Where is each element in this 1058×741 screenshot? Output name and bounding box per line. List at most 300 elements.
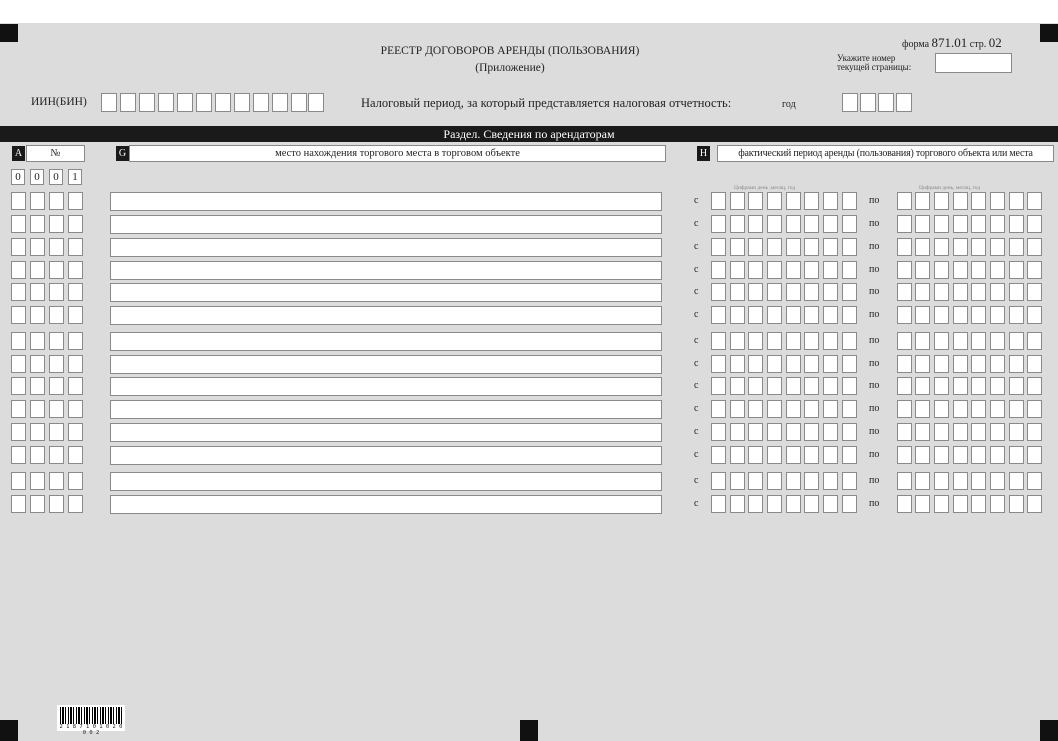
period-from-digit-cell[interactable]: [767, 400, 782, 418]
period-from-digit-cell[interactable]: [730, 238, 745, 256]
period-to-digit-cell[interactable]: [934, 192, 949, 210]
period-from-digit-cell[interactable]: [711, 472, 726, 490]
period-to-digit-cell[interactable]: [1009, 472, 1024, 490]
period-to-digit-cell[interactable]: [971, 495, 986, 513]
row-number-cell[interactable]: [11, 472, 26, 490]
iin-digit-cell[interactable]: [177, 93, 193, 112]
period-to-digit-cell[interactable]: [990, 192, 1005, 210]
period-to-digit-cell[interactable]: [971, 355, 986, 373]
period-from-digit-cell[interactable]: [748, 400, 763, 418]
period-from-digit-cell[interactable]: [786, 283, 801, 301]
period-to-digit-cell[interactable]: [990, 283, 1005, 301]
period-to-digit-cell[interactable]: [934, 355, 949, 373]
period-to-digit-cell[interactable]: [953, 423, 968, 441]
period-to-digit-cell[interactable]: [915, 472, 930, 490]
period-to-digit-cell[interactable]: [915, 423, 930, 441]
row-number-digit[interactable]: 0: [11, 169, 25, 185]
period-to-digit-cell[interactable]: [1027, 306, 1042, 324]
row-number-cell[interactable]: [30, 377, 45, 395]
period-from-digit-cell[interactable]: [730, 215, 745, 233]
row-number-cell[interactable]: [49, 400, 64, 418]
period-from-digit-cell[interactable]: [730, 192, 745, 210]
iin-digit-cell[interactable]: [196, 93, 212, 112]
period-to-digit-cell[interactable]: [953, 306, 968, 324]
row-number-cell[interactable]: [11, 283, 26, 301]
period-from-digit-cell[interactable]: [748, 472, 763, 490]
year-digit-cell[interactable]: [878, 93, 894, 112]
period-to-digit-cell[interactable]: [971, 238, 986, 256]
period-from-digit-cell[interactable]: [711, 423, 726, 441]
period-from-digit-cell[interactable]: [711, 306, 726, 324]
row-number-cell[interactable]: [49, 192, 64, 210]
period-to-digit-cell[interactable]: [1027, 495, 1042, 513]
period-from-digit-cell[interactable]: [823, 238, 838, 256]
period-from-digit-cell[interactable]: [767, 306, 782, 324]
period-from-digit-cell[interactable]: [823, 472, 838, 490]
period-from-digit-cell[interactable]: [804, 377, 819, 395]
row-number-cell[interactable]: [30, 306, 45, 324]
period-from-digit-cell[interactable]: [804, 400, 819, 418]
row-number-cell[interactable]: [68, 446, 83, 464]
row-number-cell[interactable]: [30, 423, 45, 441]
period-to-digit-cell[interactable]: [934, 377, 949, 395]
row-number-cell[interactable]: [11, 192, 26, 210]
period-from-digit-cell[interactable]: [767, 192, 782, 210]
period-from-digit-cell[interactable]: [730, 261, 745, 279]
period-from-digit-cell[interactable]: [748, 261, 763, 279]
period-to-digit-cell[interactable]: [934, 332, 949, 350]
period-from-digit-cell[interactable]: [730, 446, 745, 464]
row-number-cell[interactable]: [68, 472, 83, 490]
period-from-digit-cell[interactable]: [823, 283, 838, 301]
period-to-digit-cell[interactable]: [897, 377, 912, 395]
period-from-digit-cell[interactable]: [711, 446, 726, 464]
row-number-cell[interactable]: [49, 283, 64, 301]
period-to-digit-cell[interactable]: [915, 446, 930, 464]
location-input[interactable]: [110, 261, 662, 280]
row-number-cell[interactable]: [11, 261, 26, 279]
period-from-digit-cell[interactable]: [823, 261, 838, 279]
period-from-digit-cell[interactable]: [711, 355, 726, 373]
period-from-digit-cell[interactable]: [842, 192, 857, 210]
location-input[interactable]: [110, 495, 662, 514]
period-to-digit-cell[interactable]: [990, 355, 1005, 373]
period-from-digit-cell[interactable]: [786, 355, 801, 373]
period-to-digit-cell[interactable]: [971, 400, 986, 418]
iin-digit-cell[interactable]: [215, 93, 231, 112]
row-number-cell[interactable]: [49, 355, 64, 373]
period-from-digit-cell[interactable]: [730, 377, 745, 395]
period-from-digit-cell[interactable]: [786, 377, 801, 395]
period-from-digit-cell[interactable]: [786, 332, 801, 350]
row-number-cell[interactable]: [68, 261, 83, 279]
row-number-cell[interactable]: [68, 377, 83, 395]
period-to-digit-cell[interactable]: [915, 215, 930, 233]
period-to-digit-cell[interactable]: [1027, 446, 1042, 464]
period-from-digit-cell[interactable]: [804, 495, 819, 513]
period-to-digit-cell[interactable]: [897, 192, 912, 210]
period-from-digit-cell[interactable]: [711, 238, 726, 256]
period-from-digit-cell[interactable]: [711, 215, 726, 233]
period-from-digit-cell[interactable]: [842, 423, 857, 441]
location-input[interactable]: [110, 472, 662, 491]
period-from-digit-cell[interactable]: [804, 192, 819, 210]
period-to-digit-cell[interactable]: [953, 446, 968, 464]
period-to-digit-cell[interactable]: [897, 355, 912, 373]
period-to-digit-cell[interactable]: [1009, 215, 1024, 233]
period-from-digit-cell[interactable]: [748, 495, 763, 513]
period-from-digit-cell[interactable]: [767, 215, 782, 233]
row-number-cell[interactable]: [11, 332, 26, 350]
row-number-digit[interactable]: 0: [30, 169, 44, 185]
row-number-cell[interactable]: [49, 332, 64, 350]
period-from-digit-cell[interactable]: [748, 423, 763, 441]
period-from-digit-cell[interactable]: [748, 446, 763, 464]
year-digit-cell[interactable]: [896, 93, 912, 112]
period-from-digit-cell[interactable]: [730, 283, 745, 301]
row-number-cell[interactable]: [68, 283, 83, 301]
period-from-digit-cell[interactable]: [767, 238, 782, 256]
row-number-cell[interactable]: [68, 423, 83, 441]
period-from-digit-cell[interactable]: [786, 215, 801, 233]
period-from-digit-cell[interactable]: [711, 192, 726, 210]
period-to-digit-cell[interactable]: [934, 495, 949, 513]
period-to-digit-cell[interactable]: [915, 283, 930, 301]
row-number-cell[interactable]: [49, 238, 64, 256]
location-input[interactable]: [110, 446, 662, 465]
period-from-digit-cell[interactable]: [767, 423, 782, 441]
period-from-digit-cell[interactable]: [842, 261, 857, 279]
period-from-digit-cell[interactable]: [842, 332, 857, 350]
row-number-cell[interactable]: [49, 472, 64, 490]
period-from-digit-cell[interactable]: [804, 238, 819, 256]
row-number-cell[interactable]: [68, 192, 83, 210]
period-from-digit-cell[interactable]: [711, 332, 726, 350]
row-number-cell[interactable]: [30, 355, 45, 373]
period-from-digit-cell[interactable]: [823, 423, 838, 441]
row-number-digit[interactable]: 0: [49, 169, 63, 185]
period-to-digit-cell[interactable]: [897, 446, 912, 464]
location-input[interactable]: [110, 377, 662, 396]
period-from-digit-cell[interactable]: [730, 472, 745, 490]
row-number-cell[interactable]: [49, 423, 64, 441]
period-to-digit-cell[interactable]: [990, 446, 1005, 464]
period-to-digit-cell[interactable]: [953, 472, 968, 490]
location-input[interactable]: [110, 400, 662, 419]
period-to-digit-cell[interactable]: [915, 400, 930, 418]
row-number-cell[interactable]: [68, 306, 83, 324]
period-to-digit-cell[interactable]: [990, 215, 1005, 233]
period-to-digit-cell[interactable]: [915, 355, 930, 373]
iin-digit-cell[interactable]: [158, 93, 174, 112]
period-to-digit-cell[interactable]: [971, 192, 986, 210]
period-to-digit-cell[interactable]: [1009, 423, 1024, 441]
period-from-digit-cell[interactable]: [711, 261, 726, 279]
row-number-cell[interactable]: [30, 192, 45, 210]
period-to-digit-cell[interactable]: [990, 377, 1005, 395]
period-from-digit-cell[interactable]: [786, 192, 801, 210]
period-to-digit-cell[interactable]: [1027, 423, 1042, 441]
period-to-digit-cell[interactable]: [915, 377, 930, 395]
period-from-digit-cell[interactable]: [730, 495, 745, 513]
row-number-cell[interactable]: [49, 261, 64, 279]
row-number-cell[interactable]: [68, 495, 83, 513]
period-from-digit-cell[interactable]: [823, 306, 838, 324]
period-from-digit-cell[interactable]: [804, 306, 819, 324]
period-to-digit-cell[interactable]: [953, 355, 968, 373]
period-from-digit-cell[interactable]: [748, 238, 763, 256]
location-input[interactable]: [110, 306, 662, 325]
period-to-digit-cell[interactable]: [915, 332, 930, 350]
period-to-digit-cell[interactable]: [953, 215, 968, 233]
period-to-digit-cell[interactable]: [915, 261, 930, 279]
row-number-cell[interactable]: [30, 332, 45, 350]
period-from-digit-cell[interactable]: [823, 400, 838, 418]
period-to-digit-cell[interactable]: [990, 306, 1005, 324]
location-input[interactable]: [110, 192, 662, 211]
period-from-digit-cell[interactable]: [767, 283, 782, 301]
period-from-digit-cell[interactable]: [786, 423, 801, 441]
period-to-digit-cell[interactable]: [990, 261, 1005, 279]
period-from-digit-cell[interactable]: [842, 306, 857, 324]
period-to-digit-cell[interactable]: [971, 472, 986, 490]
period-to-digit-cell[interactable]: [1027, 355, 1042, 373]
period-to-digit-cell[interactable]: [915, 306, 930, 324]
iin-digit-cell[interactable]: [253, 93, 269, 112]
period-to-digit-cell[interactable]: [934, 238, 949, 256]
location-input[interactable]: [110, 283, 662, 302]
row-number-cell[interactable]: [11, 495, 26, 513]
period-from-digit-cell[interactable]: [823, 355, 838, 373]
period-from-digit-cell[interactable]: [748, 377, 763, 395]
period-to-digit-cell[interactable]: [897, 423, 912, 441]
period-from-digit-cell[interactable]: [842, 377, 857, 395]
period-to-digit-cell[interactable]: [934, 423, 949, 441]
period-to-digit-cell[interactable]: [971, 283, 986, 301]
period-to-digit-cell[interactable]: [1009, 400, 1024, 418]
period-to-digit-cell[interactable]: [953, 377, 968, 395]
period-to-digit-cell[interactable]: [1009, 495, 1024, 513]
period-to-digit-cell[interactable]: [1009, 261, 1024, 279]
period-from-digit-cell[interactable]: [842, 238, 857, 256]
period-from-digit-cell[interactable]: [748, 306, 763, 324]
period-to-digit-cell[interactable]: [953, 332, 968, 350]
period-to-digit-cell[interactable]: [1009, 283, 1024, 301]
period-to-digit-cell[interactable]: [934, 261, 949, 279]
row-number-cell[interactable]: [30, 495, 45, 513]
period-from-digit-cell[interactable]: [804, 423, 819, 441]
period-from-digit-cell[interactable]: [786, 446, 801, 464]
period-from-digit-cell[interactable]: [842, 446, 857, 464]
row-number-cell[interactable]: [30, 472, 45, 490]
row-number-cell[interactable]: [30, 283, 45, 301]
row-number-cell[interactable]: [49, 377, 64, 395]
period-to-digit-cell[interactable]: [915, 495, 930, 513]
period-from-digit-cell[interactable]: [842, 472, 857, 490]
period-from-digit-cell[interactable]: [730, 306, 745, 324]
row-number-cell[interactable]: [68, 238, 83, 256]
period-to-digit-cell[interactable]: [934, 400, 949, 418]
period-to-digit-cell[interactable]: [1027, 283, 1042, 301]
row-number-cell[interactable]: [68, 215, 83, 233]
row-number-cell[interactable]: [11, 400, 26, 418]
period-to-digit-cell[interactable]: [934, 215, 949, 233]
row-number-cell[interactable]: [49, 215, 64, 233]
period-to-digit-cell[interactable]: [971, 306, 986, 324]
period-to-digit-cell[interactable]: [1009, 192, 1024, 210]
location-input[interactable]: [110, 332, 662, 351]
period-to-digit-cell[interactable]: [897, 332, 912, 350]
period-from-digit-cell[interactable]: [804, 283, 819, 301]
period-from-digit-cell[interactable]: [786, 238, 801, 256]
row-number-cell[interactable]: [30, 238, 45, 256]
period-to-digit-cell[interactable]: [934, 306, 949, 324]
period-from-digit-cell[interactable]: [823, 446, 838, 464]
period-to-digit-cell[interactable]: [934, 283, 949, 301]
period-to-digit-cell[interactable]: [953, 261, 968, 279]
period-from-digit-cell[interactable]: [767, 446, 782, 464]
row-number-cell[interactable]: [49, 306, 64, 324]
period-from-digit-cell[interactable]: [823, 377, 838, 395]
row-number-cell[interactable]: [11, 377, 26, 395]
period-from-digit-cell[interactable]: [804, 355, 819, 373]
row-number-cell[interactable]: [11, 355, 26, 373]
period-from-digit-cell[interactable]: [786, 261, 801, 279]
period-to-digit-cell[interactable]: [1027, 332, 1042, 350]
period-to-digit-cell[interactable]: [897, 283, 912, 301]
row-number-cell[interactable]: [30, 215, 45, 233]
iin-digit-cell[interactable]: [308, 93, 324, 112]
period-from-digit-cell[interactable]: [711, 400, 726, 418]
row-number-cell[interactable]: [49, 446, 64, 464]
period-from-digit-cell[interactable]: [748, 332, 763, 350]
period-to-digit-cell[interactable]: [1027, 261, 1042, 279]
period-from-digit-cell[interactable]: [767, 332, 782, 350]
period-to-digit-cell[interactable]: [971, 215, 986, 233]
period-from-digit-cell[interactable]: [842, 400, 857, 418]
iin-digit-cell[interactable]: [291, 93, 307, 112]
period-from-digit-cell[interactable]: [767, 261, 782, 279]
period-to-digit-cell[interactable]: [1009, 332, 1024, 350]
period-from-digit-cell[interactable]: [786, 400, 801, 418]
period-from-digit-cell[interactable]: [823, 332, 838, 350]
period-to-digit-cell[interactable]: [915, 192, 930, 210]
period-to-digit-cell[interactable]: [953, 400, 968, 418]
period-from-digit-cell[interactable]: [786, 306, 801, 324]
period-from-digit-cell[interactable]: [804, 261, 819, 279]
location-input[interactable]: [110, 238, 662, 257]
period-from-digit-cell[interactable]: [823, 192, 838, 210]
period-to-digit-cell[interactable]: [1027, 215, 1042, 233]
period-from-digit-cell[interactable]: [842, 283, 857, 301]
period-to-digit-cell[interactable]: [1009, 238, 1024, 256]
period-to-digit-cell[interactable]: [1009, 306, 1024, 324]
period-from-digit-cell[interactable]: [823, 495, 838, 513]
row-number-cell[interactable]: [68, 355, 83, 373]
period-from-digit-cell[interactable]: [748, 192, 763, 210]
row-number-cell[interactable]: [11, 306, 26, 324]
period-to-digit-cell[interactable]: [971, 446, 986, 464]
period-to-digit-cell[interactable]: [953, 495, 968, 513]
period-from-digit-cell[interactable]: [786, 495, 801, 513]
period-to-digit-cell[interactable]: [990, 495, 1005, 513]
row-number-cell[interactable]: [11, 423, 26, 441]
row-number-cell[interactable]: [30, 400, 45, 418]
period-from-digit-cell[interactable]: [804, 215, 819, 233]
period-to-digit-cell[interactable]: [1027, 238, 1042, 256]
period-from-digit-cell[interactable]: [767, 472, 782, 490]
period-to-digit-cell[interactable]: [953, 192, 968, 210]
period-to-digit-cell[interactable]: [1027, 377, 1042, 395]
location-input[interactable]: [110, 215, 662, 234]
period-from-digit-cell[interactable]: [786, 472, 801, 490]
period-from-digit-cell[interactable]: [804, 472, 819, 490]
period-to-digit-cell[interactable]: [990, 472, 1005, 490]
iin-digit-cell[interactable]: [101, 93, 117, 112]
period-to-digit-cell[interactable]: [915, 238, 930, 256]
period-to-digit-cell[interactable]: [1027, 400, 1042, 418]
period-from-digit-cell[interactable]: [748, 283, 763, 301]
row-number-cell[interactable]: [49, 495, 64, 513]
period-to-digit-cell[interactable]: [934, 446, 949, 464]
year-digit-cell[interactable]: [860, 93, 876, 112]
period-to-digit-cell[interactable]: [1009, 355, 1024, 373]
period-to-digit-cell[interactable]: [971, 423, 986, 441]
period-to-digit-cell[interactable]: [1027, 472, 1042, 490]
period-from-digit-cell[interactable]: [767, 355, 782, 373]
period-to-digit-cell[interactable]: [897, 261, 912, 279]
period-from-digit-cell[interactable]: [730, 400, 745, 418]
period-to-digit-cell[interactable]: [897, 238, 912, 256]
period-to-digit-cell[interactable]: [897, 306, 912, 324]
current-page-input[interactable]: [935, 53, 1012, 73]
year-digit-cell[interactable]: [842, 93, 858, 112]
period-from-digit-cell[interactable]: [823, 215, 838, 233]
period-from-digit-cell[interactable]: [767, 377, 782, 395]
period-to-digit-cell[interactable]: [971, 377, 986, 395]
period-to-digit-cell[interactable]: [897, 472, 912, 490]
period-from-digit-cell[interactable]: [711, 377, 726, 395]
period-to-digit-cell[interactable]: [934, 472, 949, 490]
period-from-digit-cell[interactable]: [711, 283, 726, 301]
period-to-digit-cell[interactable]: [990, 400, 1005, 418]
period-to-digit-cell[interactable]: [971, 261, 986, 279]
row-number-cell[interactable]: [68, 332, 83, 350]
iin-digit-cell[interactable]: [139, 93, 155, 112]
period-to-digit-cell[interactable]: [990, 423, 1005, 441]
period-to-digit-cell[interactable]: [1009, 446, 1024, 464]
period-to-digit-cell[interactable]: [990, 332, 1005, 350]
iin-digit-cell[interactable]: [234, 93, 250, 112]
period-from-digit-cell[interactable]: [842, 355, 857, 373]
row-number-digit[interactable]: 1: [68, 169, 82, 185]
row-number-cell[interactable]: [11, 446, 26, 464]
period-to-digit-cell[interactable]: [990, 238, 1005, 256]
period-to-digit-cell[interactable]: [953, 283, 968, 301]
period-from-digit-cell[interactable]: [842, 495, 857, 513]
location-input[interactable]: [110, 355, 662, 374]
iin-digit-cell[interactable]: [272, 93, 288, 112]
period-from-digit-cell[interactable]: [748, 215, 763, 233]
period-to-digit-cell[interactable]: [897, 215, 912, 233]
period-from-digit-cell[interactable]: [748, 355, 763, 373]
row-number-cell[interactable]: [30, 261, 45, 279]
period-to-digit-cell[interactable]: [953, 238, 968, 256]
period-to-digit-cell[interactable]: [971, 332, 986, 350]
period-to-digit-cell[interactable]: [1027, 192, 1042, 210]
row-number-cell[interactable]: [30, 446, 45, 464]
location-input[interactable]: [110, 423, 662, 442]
